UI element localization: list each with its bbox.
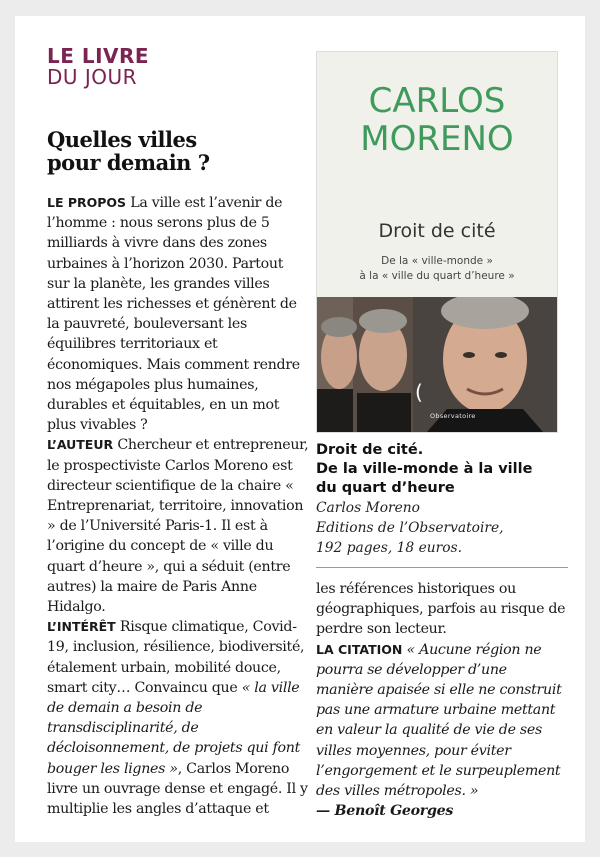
caption-title	[316, 441, 568, 498]
signature-text: — Benoît Georges	[316, 803, 454, 820]
cover-author-line-2: MORENO	[360, 119, 514, 159]
cover-author	[317, 82, 557, 158]
rubric-line-2: DU JOUR	[47, 65, 138, 89]
rubric-line-1: LE LIVRE	[47, 44, 150, 68]
citation-lead: LA CITATION	[316, 641, 403, 657]
section-propos	[47, 193, 309, 435]
cover-title: Droit de cité	[378, 220, 496, 242]
cover-subtitle-line-2: à la « ville du quart d’heure »	[359, 270, 515, 282]
citation-signature	[316, 801, 568, 821]
propos-text: La ville est l’avenir de l’homme : nous serons plus de 5 milliards à vivre dans des zones urbaines à l’horizon 2030. Partout sur la planète, les grandes villes attirent les richesses et génèrent de la pauvreté, bouleversant les équilibres territoriaux et économiques. Mais comment rendre nos mégapoles plus humaines, durables et équitables, en un mot plus vivables ?	[47, 195, 300, 434]
cover-subtitle-line-1: De la « ville-monde »	[381, 255, 493, 267]
cover-publisher: Observatoire	[430, 412, 476, 420]
cover-subtitle	[317, 254, 557, 284]
citation-quote: « Aucune région ne pourra se développer d’une manière apaisée si elle ne construit pas une armature urbaine mettant en valeur la qualité de vie de ses villes moyennes, pour éviter l’engorgement et le surpeuplement des villes métropoles. »	[316, 641, 562, 800]
section-interet	[47, 617, 309, 819]
caption-title-line-3: du quart d’heure	[316, 480, 455, 496]
book-caption	[316, 441, 568, 558]
caption-publisher: Editions de l’Observatoire,	[316, 520, 504, 536]
headline-line-1: Quelles villes	[47, 127, 197, 152]
caption-title-line-1: Droit de cité.	[316, 442, 424, 458]
caption-title-line-2: De la ville-monde à la ville	[316, 461, 533, 477]
caption-details: 192 pages, 18 euros.	[316, 540, 462, 556]
interet-text-1: Risque climatique, Covid-19, inclusion, résilience, biodiversité, étalement urbain, mobilité douce, smart city… Convaincu que	[47, 619, 305, 696]
section-citation	[316, 640, 568, 802]
section-auteur	[47, 435, 309, 617]
interet-text-2: , Carlos Moreno livre un ouvrage dense et engagé. Il y multiplie les angles d’attaque et	[47, 760, 308, 818]
caption-author: Carlos Moreno	[316, 500, 420, 516]
cover-author-line-1: CARLOS	[368, 81, 506, 121]
article-headline	[47, 128, 277, 174]
text-column-left	[47, 193, 309, 819]
auteur-lead: L’AUTEUR	[47, 437, 114, 453]
headline-line-2: pour demain ?	[47, 150, 210, 175]
book-cover	[316, 51, 558, 433]
interet-quote: « la ville de demain a besoin de transdisciplinarité, de décloisonnement, de projets qui font bouger les lignes »	[47, 679, 301, 777]
text-column-right	[316, 579, 568, 821]
caption-divider	[316, 567, 568, 568]
publisher-logo-icon: (	[415, 380, 423, 404]
interet-continued: les références historiques ou géographiques, parfois au risque de perdre son lecteur.	[316, 581, 566, 638]
propos-lead: LE PROPOS	[47, 195, 127, 210]
interet-lead: L’INTÉRÊT	[47, 619, 116, 635]
rubric	[47, 46, 149, 88]
auteur-text: Chercheur et entrepreneur, le prospectiviste Carlos Moreno est directeur scientifique de la chaire « Entreprenariat, territoire, innovation » de l’Université Paris-1. Il est à l’origine du concept de « ville du quart d’heure », qui a séduit (entre autres) la maire de Paris Anne Hidalgo.	[47, 437, 309, 616]
article-page	[15, 16, 585, 842]
